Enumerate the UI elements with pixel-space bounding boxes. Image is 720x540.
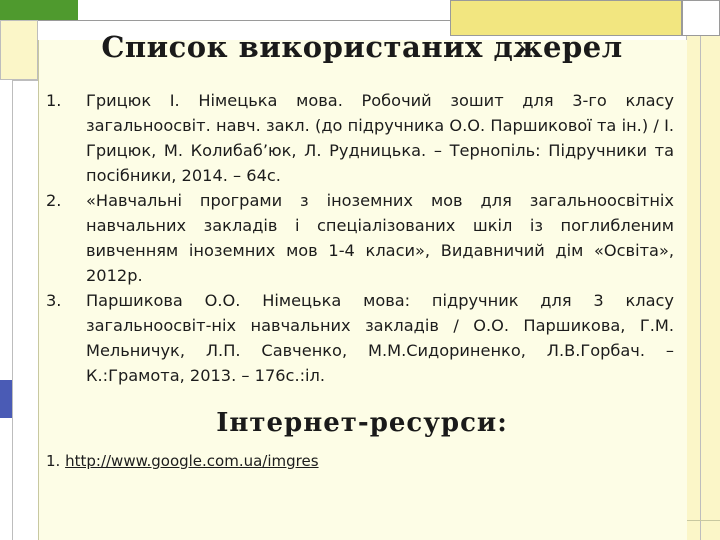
reference-item: [46, 88, 674, 188]
page-title: Список використаних джерел: [101, 30, 623, 64]
reference-number: 1.: [46, 91, 62, 110]
internet-resource-item: [46, 452, 319, 470]
internet-resources-heading: Інтернет-ресурси:: [216, 408, 508, 438]
left-frame-line: [12, 80, 38, 540]
top-right-white-box: [682, 0, 720, 36]
right-frame-line: [700, 36, 701, 540]
internet-resource-link[interactable]: http://www.google.com.ua/imgres: [65, 452, 319, 470]
left-yellow-strip: [0, 20, 38, 80]
internet-resource-number: 1.: [46, 452, 61, 470]
left-blue-accent: [0, 380, 12, 418]
reference-text: «Навчальні програми з іноземних мов для загальноосвітніх навчальних закладів і спеціалізованих шкіл із поглибленим вивченням іноземних мов 1-4 класи», Видавничий дім «Освіта», 2012р.: [86, 191, 674, 285]
reference-item: [46, 188, 674, 288]
green-corner-square: [0, 0, 78, 20]
reference-item: [46, 288, 674, 388]
right-yellow-strip: [686, 36, 720, 540]
reference-text: Грицюк І. Німецька мова. Робочий зошит для 3-го класу загальноосвіт. навч. закл. (до підручника О.О. Паршикової та ін.) / І. Грицюк, М. Колибаб’юк, Л. Рудницька. – Тернопіль: Підручники та посібники, 2014. – 64с.: [86, 91, 674, 185]
reference-number: 2.: [46, 191, 62, 210]
reference-text: Паршикова О.О. Німецька мова: підручник для 3 класу загальноосвіт-ніх навчальних закладів / О.О. Паршикова, Г.М. Мельничук, Л.П. Савченко, М.М.Сидориненко, Л.В.Горбач. – К.:Грамота, 2013. – 176с.:іл.: [86, 291, 674, 385]
reference-number: 3.: [46, 291, 62, 310]
reference-list: [46, 88, 674, 388]
